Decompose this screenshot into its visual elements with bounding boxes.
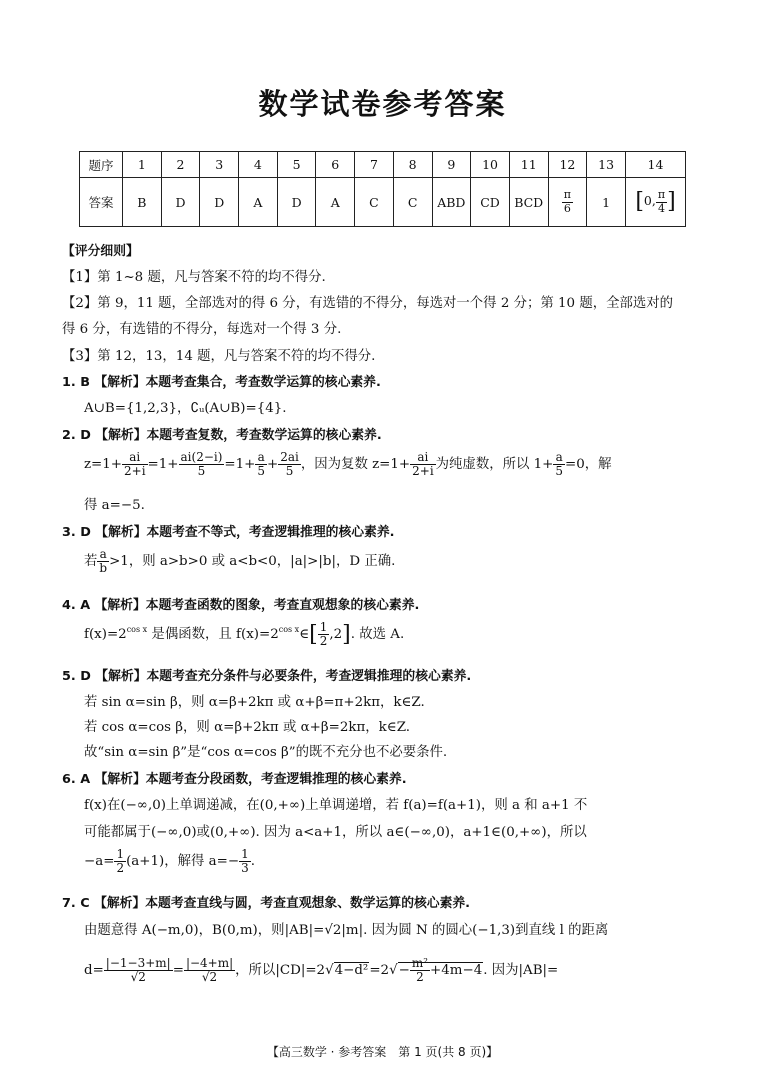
page-title: 数学试卷参考答案: [258, 87, 507, 121]
fraction: $\frac{\text{m²}}{2}$: [411, 956, 429, 985]
fraction: $\frac{1}{2}$: [319, 620, 328, 649]
q4-heading: 4. A 【解析】本题考查函数的图象，考查直观想象的核心素养.: [62, 598, 420, 613]
answer-cell-12: [548, 178, 587, 227]
fraction: $\frac{\pi}{4}$: [657, 188, 666, 215]
fraction: $\frac{2ai}{5}$: [280, 450, 299, 479]
question-number: 7: [355, 152, 394, 178]
answer-cell: ABD: [432, 178, 471, 227]
q3-solution: 若 $\frac{a}{b}$ >1，则 a>b>0 或 a<b<0，|a|>|b|，D 正确.: [84, 547, 396, 576]
q7-heading: 7. C 【解析】本题考查直线与圆，考查直观想象、数学运算的核心素养.: [62, 896, 471, 911]
answer-cell-14: [0, $\frac{\pi}{4}$ ]: [626, 178, 686, 227]
fraction: $\frac{1}{3}$: [241, 847, 249, 876]
q3-heading: 3. D 【解析】本题考查不等式，考查逻辑推理的核心素养.: [62, 525, 395, 540]
answer-table: [79, 151, 686, 227]
q4-solution: $f(x)=2^{cos x}$ 是偶函数，且 $f(x)=2^{cos x}\in$[ $\frac{1}{2}$ ,2]. 故选 A.: [84, 620, 405, 649]
fraction: $\frac{|-4+m|}{√2}$: [185, 956, 234, 985]
q1-heading: 1. B 【解析】本题考查集合，考查数学运算的核心素养.: [62, 375, 381, 390]
grading-rule-2-cont: 得 6 分，有选错的不得分，每选对一个得 3 分.: [62, 322, 342, 337]
fraction: $\frac{|-1-3+m|}{√2}$: [105, 956, 171, 985]
q1-solution: A∪B={1,2,3}，∁ᵤ(A∪B)={4}.: [84, 401, 287, 416]
fraction: $\frac{1}{2}$: [116, 847, 125, 876]
q5-solution-line2: 若 cos α=cos β，则 α=β+2kπ 或 α+β=2kπ，k∈Z.: [84, 720, 411, 735]
question-number: 1: [123, 152, 162, 178]
grading-rule-3: 【3】第 12，13，14 题，凡与答案不符的均不得分.: [62, 349, 376, 364]
answer-cell: BCD: [509, 178, 548, 227]
fraction: $\frac{a}{5}$: [257, 450, 266, 479]
grading-rule-2: 【2】第 9，11 题，全部选对的得 6 分，有选错的不得分，每选对一个得 2 分；第 10 题，全部选对的: [62, 296, 674, 311]
answer-table-header-row: [80, 152, 686, 178]
answer-cell: D: [277, 178, 316, 227]
row-label: 题序: [80, 152, 123, 178]
q5-solution-line1: 若 sin α=sin β，则 α=β+2kπ 或 α+β=π+2kπ，k∈Z.: [84, 695, 425, 710]
answer-cell: D: [161, 178, 200, 227]
row-label: 答案: [80, 178, 123, 227]
question-number: 14: [626, 152, 686, 178]
question-number: 10: [471, 152, 510, 178]
grading-rule-1: 【1】第 1~8 题，凡与答案不符的均不得分.: [62, 270, 326, 285]
q7-solution-line1: 由题意得 A(−m,0)，B(0,m)，则|AB|=√2|m|. 因为圆 N 的圆心(−1,3)到直线 l 的距离: [84, 923, 609, 938]
answer-cell: C: [355, 178, 394, 227]
answer-cell: A: [316, 178, 355, 227]
q6-solution-line2: 可能都属于(−∞,0)或(0,+∞). 因为 a<a+1，所以 a∈(−∞,0)，a+1∈(0,+∞)，所以: [84, 825, 587, 840]
q6-solution-line1: f(x)在(−∞,0)上单调递减，在(0,+∞)上单调递增，若 f(a)=f(a+1)，则 a 和 a+1 不: [84, 798, 588, 813]
fraction: $\frac{ai(2-i)}{5}$: [180, 450, 223, 479]
q7-solution-line2: d= $\frac{|-1-3+m|}{√2}$ = $\frac{|-4+m|}{√2}$ ，所以|CD|=2√4−d²=2√− $\frac{\text{m²}}{2}$ +4m−4. 因为|AB|=: [84, 956, 559, 985]
fraction: $\frac{a}{b}$: [99, 547, 108, 576]
question-number: 13: [587, 152, 626, 178]
fraction: $\frac{ai}{2+i}$: [412, 450, 434, 479]
question-number: 9: [432, 152, 471, 178]
q6-solution-line3: −a= $\frac{1}{2}$ (a+1)，解得 a=− $\frac{1}{3}$ .: [84, 847, 256, 876]
q2-solution-line1: z=1+ $\frac{ai}{2+i}$ =1+ $\frac{ai(2-i)}{5}$ =1+ $\frac{a}{5}$ + $\frac{2ai}{5}$ ，因为复数 z=1+ $\frac{ai}{2+i}$ 为纯虚数，所以 1+ $\frac{a}{5}$ =0，解: [84, 450, 612, 479]
answer-table-answer-row: [80, 178, 686, 227]
fraction: $\frac{a}{5}$: [555, 450, 564, 479]
question-number: 12: [548, 152, 587, 178]
question-number: 6: [316, 152, 355, 178]
answer-cell: A: [239, 178, 278, 227]
question-number: 3: [200, 152, 239, 178]
q2-solution-line2: 得 a=−5.: [84, 498, 145, 513]
answer-cell: CD: [471, 178, 510, 227]
page-footer: 【高三数学 · 参考答案 第 1 页(共 8 页)】: [266, 1045, 499, 1059]
q5-solution-line3: 故“sin α=sin β”是“cos α=cos β”的既不充分也不必要条件.: [84, 745, 448, 760]
answer-cell: B: [123, 178, 162, 227]
answer-cell: 1: [587, 178, 626, 227]
answer-cell: C: [393, 178, 432, 227]
question-number: 4: [239, 152, 278, 178]
question-number: 11: [509, 152, 548, 178]
q6-heading: 6. A 【解析】本题考查分段函数，考查逻辑推理的核心素养.: [62, 772, 407, 787]
grading-heading: 【评分细则】: [62, 244, 139, 259]
question-number: 5: [277, 152, 316, 178]
question-number: 2: [161, 152, 200, 178]
fraction: $\frac{ai}{2+i}$: [124, 450, 146, 479]
q2-heading: 2. D 【解析】本题考查复数，考查数学运算的核心素养.: [62, 428, 382, 443]
q5-heading: 5. D 【解析】本题考查充分条件与必要条件，考查逻辑推理的核心素养.: [62, 669, 472, 684]
fraction: $\frac{\pi}{6}$: [563, 188, 572, 215]
answer-cell: D: [200, 178, 239, 227]
question-number: 8: [393, 152, 432, 178]
sqrt-expression: − $\frac{\text{m²}}{2}$ +4m−4: [398, 956, 483, 985]
